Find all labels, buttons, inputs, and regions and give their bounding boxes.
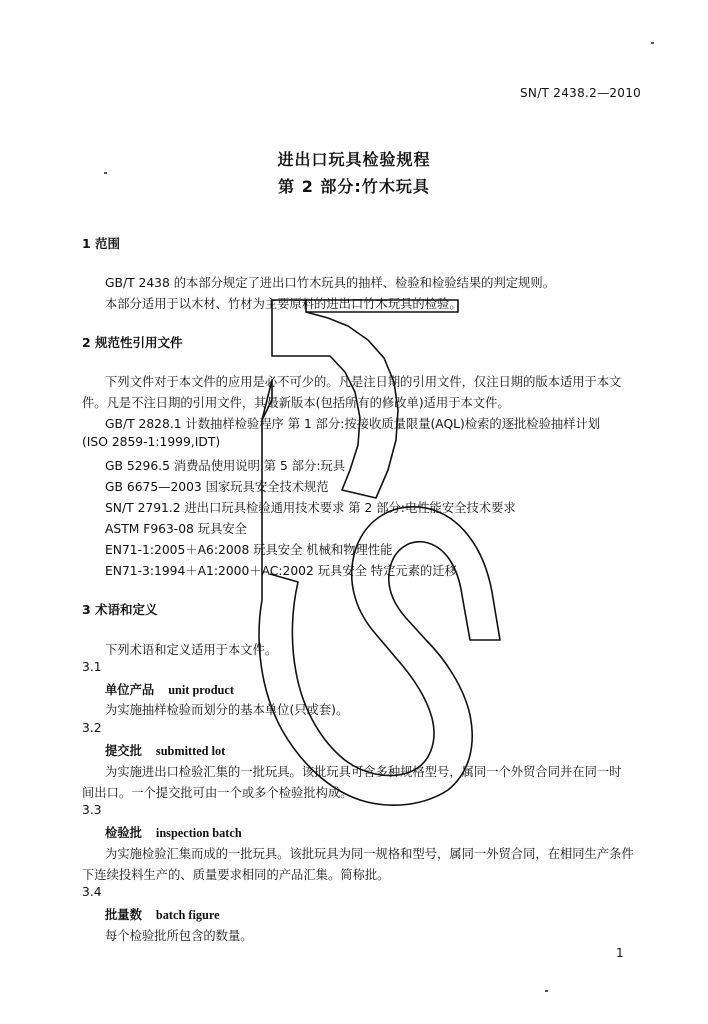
- term-number: 3.2: [82, 721, 102, 735]
- section-3-paragraph: 下列术语和定义适用于本文件。: [105, 643, 278, 657]
- scan-speck: [545, 990, 548, 992]
- term-heading: [105, 741, 225, 759]
- term-definition: 为实施检验汇集而成的一批玩具。该批玩具为同一规格和型号，属同一外贸合同，在相同生产条件: [105, 847, 634, 861]
- term-english: batch figure: [155, 908, 220, 922]
- normative-reference: GB 6675—2003 国家玩具安全技术规范: [105, 480, 329, 494]
- section-2-heading: 2 规范性引用文件: [82, 335, 183, 350]
- term-chinese: 单位产品: [105, 683, 155, 697]
- section-1-heading: 1 范围: [82, 236, 121, 251]
- normative-reference: ASTM F963-08 玩具安全: [105, 522, 247, 536]
- term-number: 3.1: [82, 660, 102, 674]
- section-2-paragraph: 下列文件对于本文件的应用是必不可少的。凡是注日期的引用文件，仅注日期的版本适用于本文: [105, 375, 622, 389]
- normative-reference: (ISO 2859-1:1999,IDT): [82, 435, 221, 449]
- normative-reference: EN71-3:1994＋A1:2000＋AC:2002 玩具安全 特定元素的迁移: [105, 564, 457, 578]
- term-number: 3.3: [82, 803, 102, 817]
- term-definition: 为实施进出口检验汇集的一批玩具。该批玩具可含多种规格型号，属同一个外贸合同并在同一时: [105, 765, 622, 779]
- section-2-paragraph: 件。凡是不注日期的引用文件，其最新版本(包括所有的修改单)适用于本文件。: [82, 396, 510, 410]
- document-subtitle: 第 2 部分:竹木玩具: [278, 177, 430, 196]
- term-definition: 为实施抽样检验而划分的基本单位(只或套)。: [105, 703, 349, 717]
- term-heading: [105, 905, 220, 923]
- term-definition: 每个检验批所包含的数量。: [105, 929, 253, 943]
- term-english: unit product: [168, 683, 234, 697]
- normative-reference: EN71-1:2005＋A6:2008 玩具安全 机械和物理性能: [105, 543, 393, 557]
- section-3-heading: 3 术语和定义: [82, 602, 158, 617]
- term-heading: [105, 680, 234, 698]
- term-chinese: 批量数: [105, 908, 142, 922]
- normative-reference: SN/T 2791.2 进出口玩具检验通用技术要求 第 2 部分:电性能安全技术要求: [105, 501, 516, 515]
- term-english: submitted lot: [155, 744, 226, 758]
- term-definition: 下连续投料生产的、质量要求相同的产品汇集。简称批。: [82, 868, 390, 882]
- term-number: 3.4: [82, 885, 102, 899]
- section-1-paragraph: GB/T 2438 的本部分规定了进出口竹木玩具的抽样、检验和检验结果的判定规则。: [105, 276, 555, 290]
- page-number: 1: [616, 946, 624, 960]
- scan-speck: [651, 42, 654, 44]
- term-chinese: 检验批: [105, 826, 142, 840]
- normative-reference: GB/T 2828.1 计数抽样检验程序 第 1 部分:按接收质量限量(AQL)检索的逐批检验抽样计划: [105, 417, 601, 431]
- term-heading: [105, 823, 242, 841]
- term-definition: 间出口。一个提交批可由一个或多个检验批构成。: [82, 786, 353, 800]
- term-english: inspection batch: [155, 826, 242, 840]
- normative-reference: GB 5296.5 消费品使用说明 第 5 部分:玩具: [105, 459, 346, 473]
- scan-speck: [104, 172, 107, 174]
- section-1-paragraph: 本部分适用于以木材、竹材为主要原料的进出口竹木玩具的检验。: [105, 297, 462, 311]
- standard-number: SN/T 2438.2—2010: [520, 86, 642, 100]
- document-title: 进出口玩具检验规程: [277, 150, 431, 169]
- term-chinese: 提交批: [105, 744, 142, 758]
